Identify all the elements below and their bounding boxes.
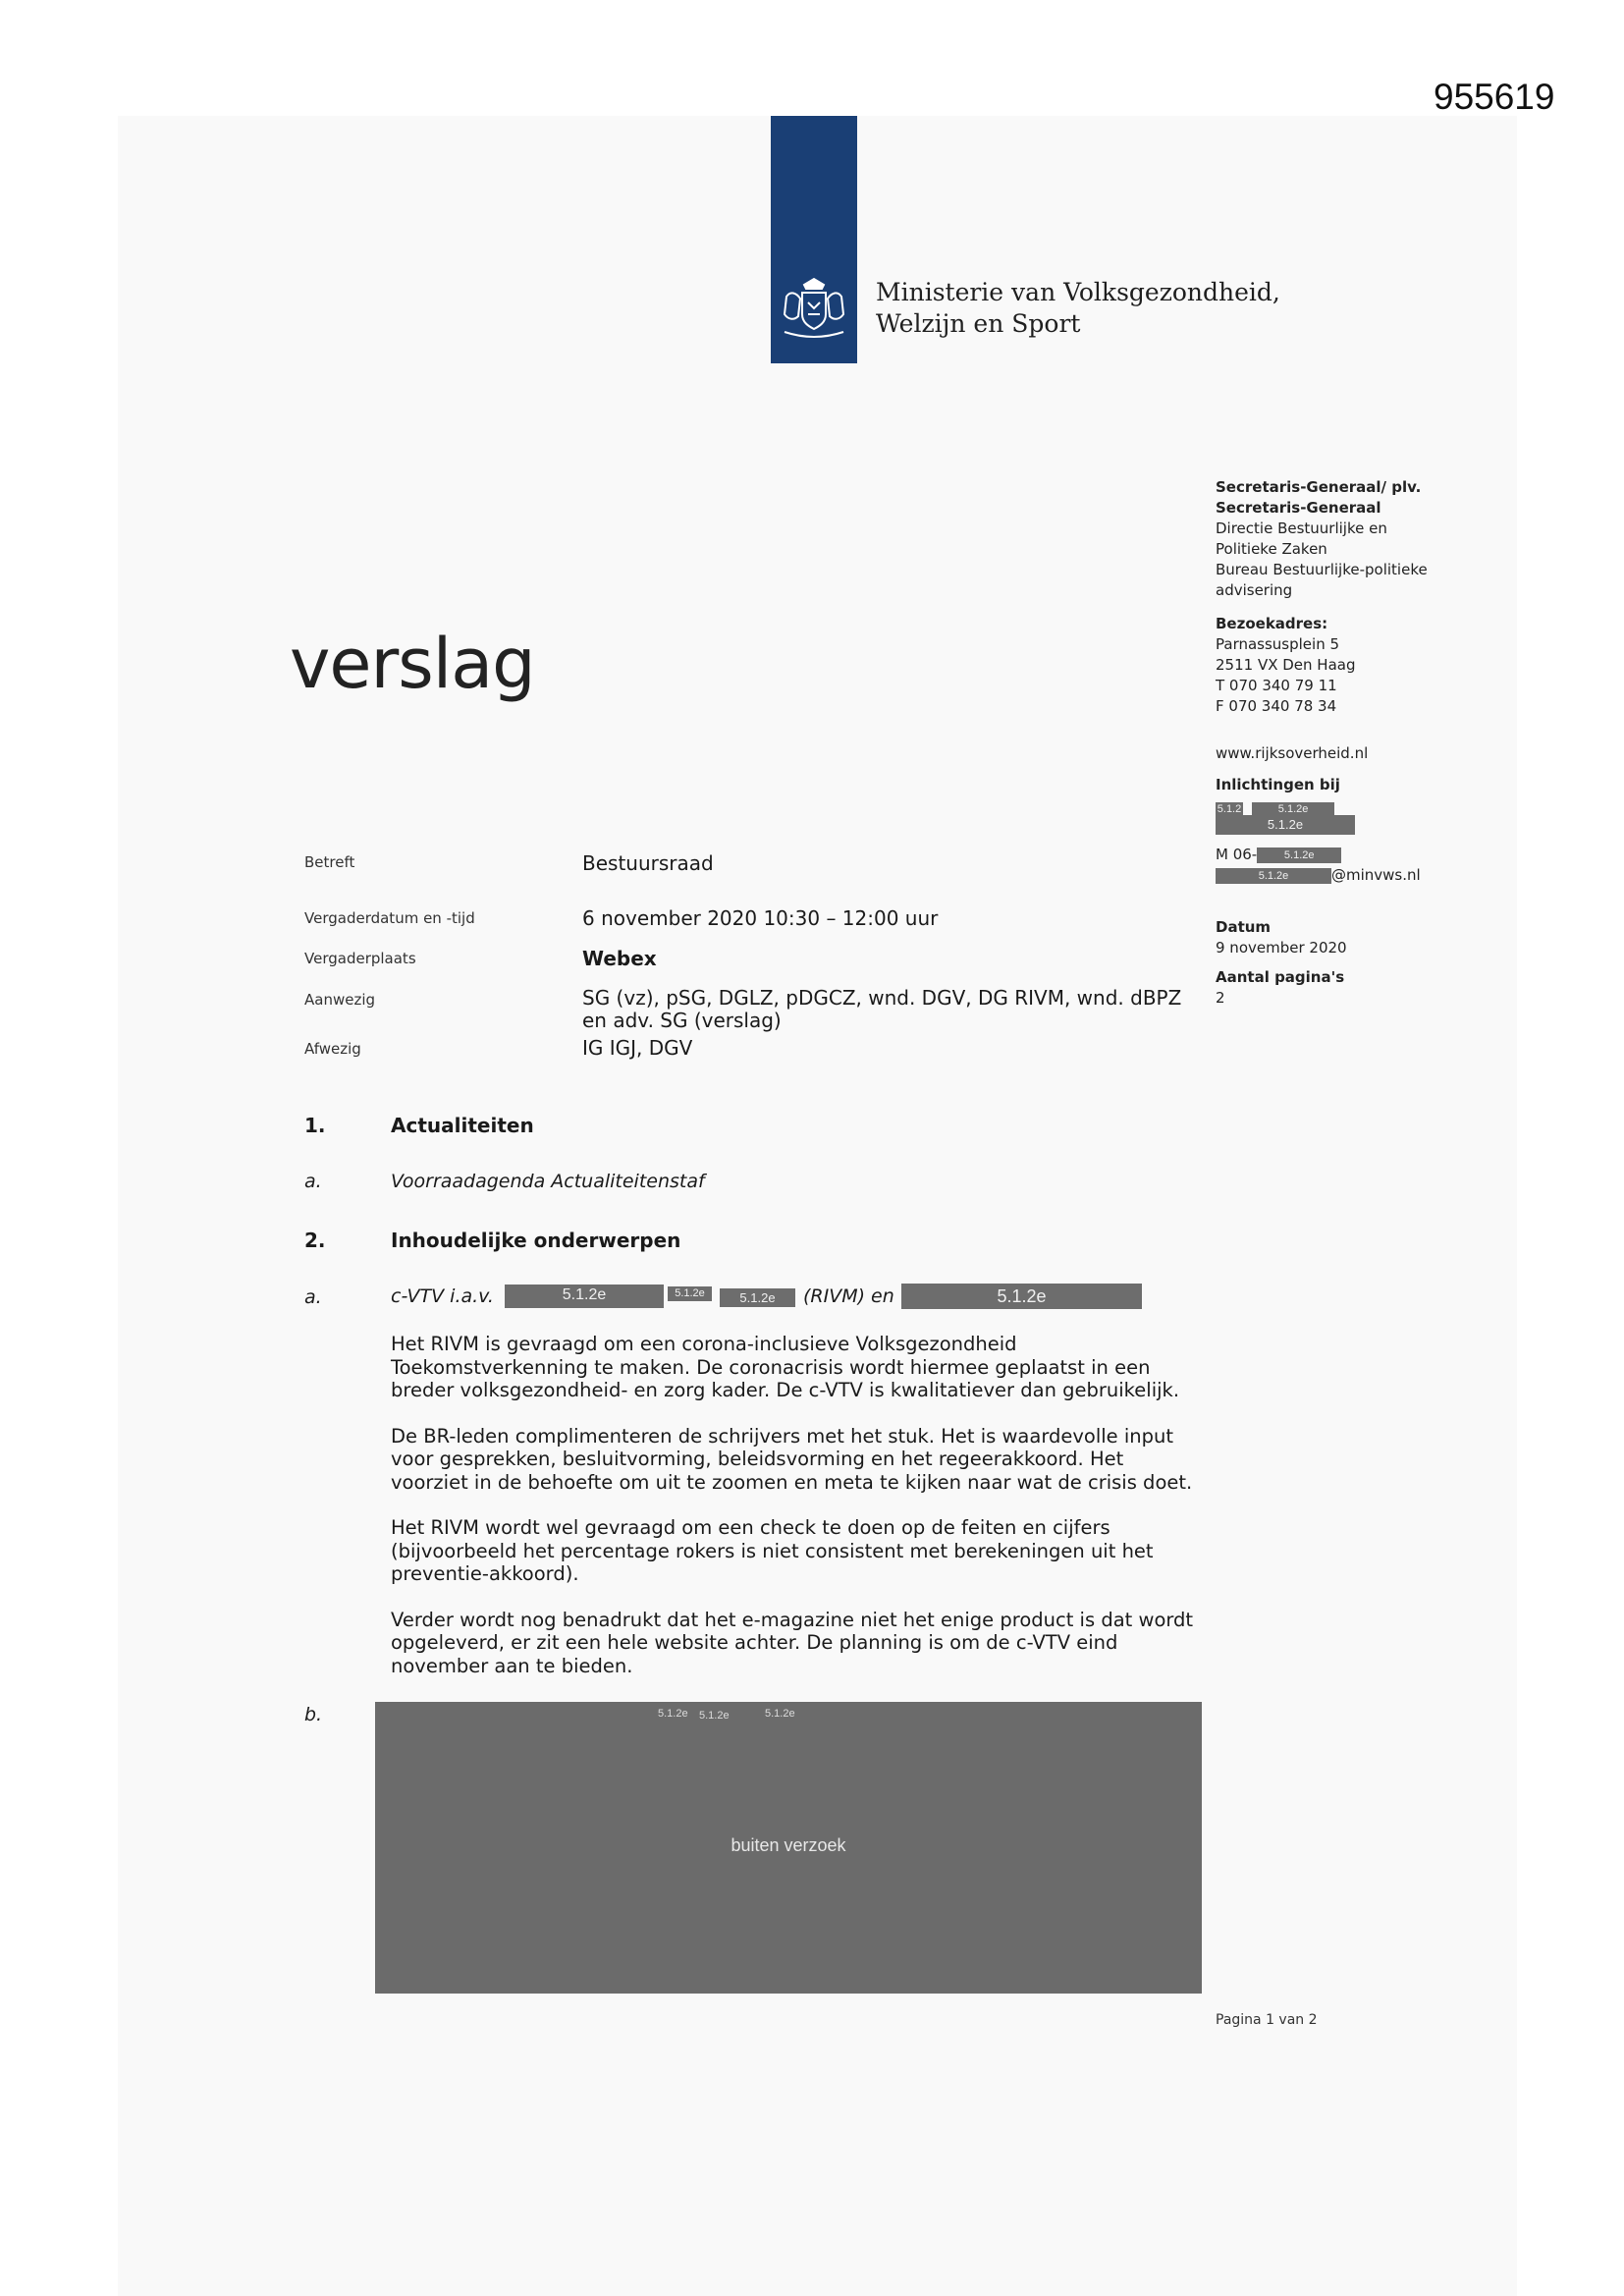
meeting-datetime-value: 6 november 2020 10:30 – 12:00 uur [582,906,939,930]
section-2-title: Inhoudelijke onderwerpen [391,1229,681,1252]
item-1a-title: Voorraadagenda Actualiteitenstaf [391,1171,705,1192]
document-type: verslag [290,624,535,704]
paragraph: Verder wordt nog benadrukt dat het e-magazine niet het enige product is dat wordt opgeleverd, er zit een hele website achter. De planning is om de c-VTV eind november aan te bieden. [391,1608,1194,1677]
page-count-value: 2 [1216,989,1225,1007]
visit-address-line: 2511 VX Den Haag [1216,656,1356,674]
redaction-block: 5.1.2e [668,1286,712,1301]
paragraph: De BR-leden complimenteren de schrijvers met het stuk. Het is waardevolle input voor gesprekken, besluitvorming, beleidsvorming en het regeerakkoord. Het voorziet in de behoefte om uit te zoomen en meta te kijken naar wat de crisis doet. [391,1424,1193,1494]
meeting-place-label: Vergaderplaats [304,950,416,967]
sidebar-org-line: Secretaris-Generaal/ plv. [1216,478,1422,496]
page-indicator: Pagina 1 van 2 [1216,2012,1318,2028]
sidebar-dept-line: Politieke Zaken [1216,540,1327,558]
section-1-title: Actualiteiten [391,1114,534,1137]
page-count-label: Aantal pagina's [1216,968,1345,986]
sidebar-page-count [1216,967,1344,1009]
date-value: 9 november 2020 [1216,939,1347,957]
document-number: 955619 [1434,77,1555,117]
redaction-block: 5.1.2 [1217,803,1242,815]
sidebar-org-line: Secretaris-Generaal [1216,499,1381,517]
visit-address-label: Bezoekadres: [1216,615,1328,632]
email-suffix: @minvws.nl [1331,866,1421,884]
date-label: Datum [1216,918,1272,936]
paragraph: Het RIVM is gevraagd om een corona-inclusieve Volksgezondheid Toekomstverkenning te maken. De coronacrisis wordt hiermee geplaatst in een breder volksgezondheid- en zorg kader. De c-VTV is kwalitatiever dan gebruikelijk. [391,1333,1180,1401]
redaction-label: buiten verzoek [731,1835,846,1855]
ministry-line-1: Ministerie van Volksgezondheid, [876,278,1280,306]
redaction-block-large [375,1702,1202,1994]
redaction-block: 5.1.2e [505,1285,664,1308]
redaction-code: 5.1.2e [699,1710,730,1722]
redaction-code: 5.1.2e [658,1708,688,1720]
present-label: Aanwezig [304,991,376,1009]
item-2a-mid: (RIVM) en [803,1285,894,1307]
subject-label: Betreft [304,853,355,871]
redaction-block: 5.1.2e [901,1284,1142,1309]
sidebar-visit-address [1216,614,1356,717]
redaction-block: 5.1.2e [1252,802,1334,817]
meeting-datetime-label: Vergaderdatum en -tijd [304,909,475,927]
ministry-line-2: Welzijn en Sport [876,309,1081,338]
present-line: SG (vz), pSG, DGLZ, pDGCZ, wnd. DGV, DG RIVM, wnd. dBPZ [582,986,1182,1010]
item-2a-letter: a. [304,1286,322,1308]
item-2a-title [391,1285,494,1307]
sidebar-dept-line: advisering [1216,581,1293,599]
phone-number: T 070 340 79 11 [1216,677,1337,694]
email-address [1216,865,1421,886]
fax-number: F 070 340 78 34 [1216,697,1337,715]
ministry-name [876,277,1280,340]
redaction-code: 5.1.2e [765,1708,795,1720]
item-2a-body [391,1333,1206,1677]
item-2b-letter: b. [304,1704,323,1725]
sidebar-dept-line: Directie Bestuurlijke en [1216,519,1387,537]
present-value [582,987,1181,1032]
section-2-number: 2. [304,1229,326,1252]
present-line: en adv. SG (verslag) [582,1009,782,1032]
sidebar-organisation [1216,477,1428,601]
info-redaction-row-2 [1216,814,1355,835]
meeting-place-value: Webex [582,947,657,970]
sidebar-dept-line: Bureau Bestuurlijke-politieke [1216,561,1428,578]
absent-label: Afwezig [304,1040,361,1058]
coat-of-arms-icon [775,277,853,342]
item-1a-letter: a. [304,1171,322,1192]
mobile-prefix: M 06- [1216,846,1258,863]
redaction-block: 5.1.2e [1257,847,1341,863]
redaction-block: 5.1.2e [1216,815,1355,835]
section-1-number: 1. [304,1114,326,1137]
redaction-block: 5.1.2e [720,1288,795,1307]
absent-value: IG IGJ, DGV [582,1036,693,1060]
mobile-number [1216,845,1341,865]
website-link[interactable]: www.rijksoverheid.nl [1216,744,1369,762]
item-2a-prefix: c-VTV i.a.v. [391,1285,494,1307]
visit-address-line: Parnassusplein 5 [1216,635,1340,653]
info-label: Inlichtingen bij [1216,776,1340,793]
sidebar-date [1216,917,1347,958]
subject-value: Bestuursraad [582,851,714,875]
paragraph: Het RIVM wordt wel gevraagd om een check te doen op de feiten en cijfers (bijvoorbeeld het percentage rokers is niet consistent met berekeningen uit het preventie-akkoord). [391,1516,1154,1585]
redaction-block: 5.1.2e [1216,868,1331,884]
